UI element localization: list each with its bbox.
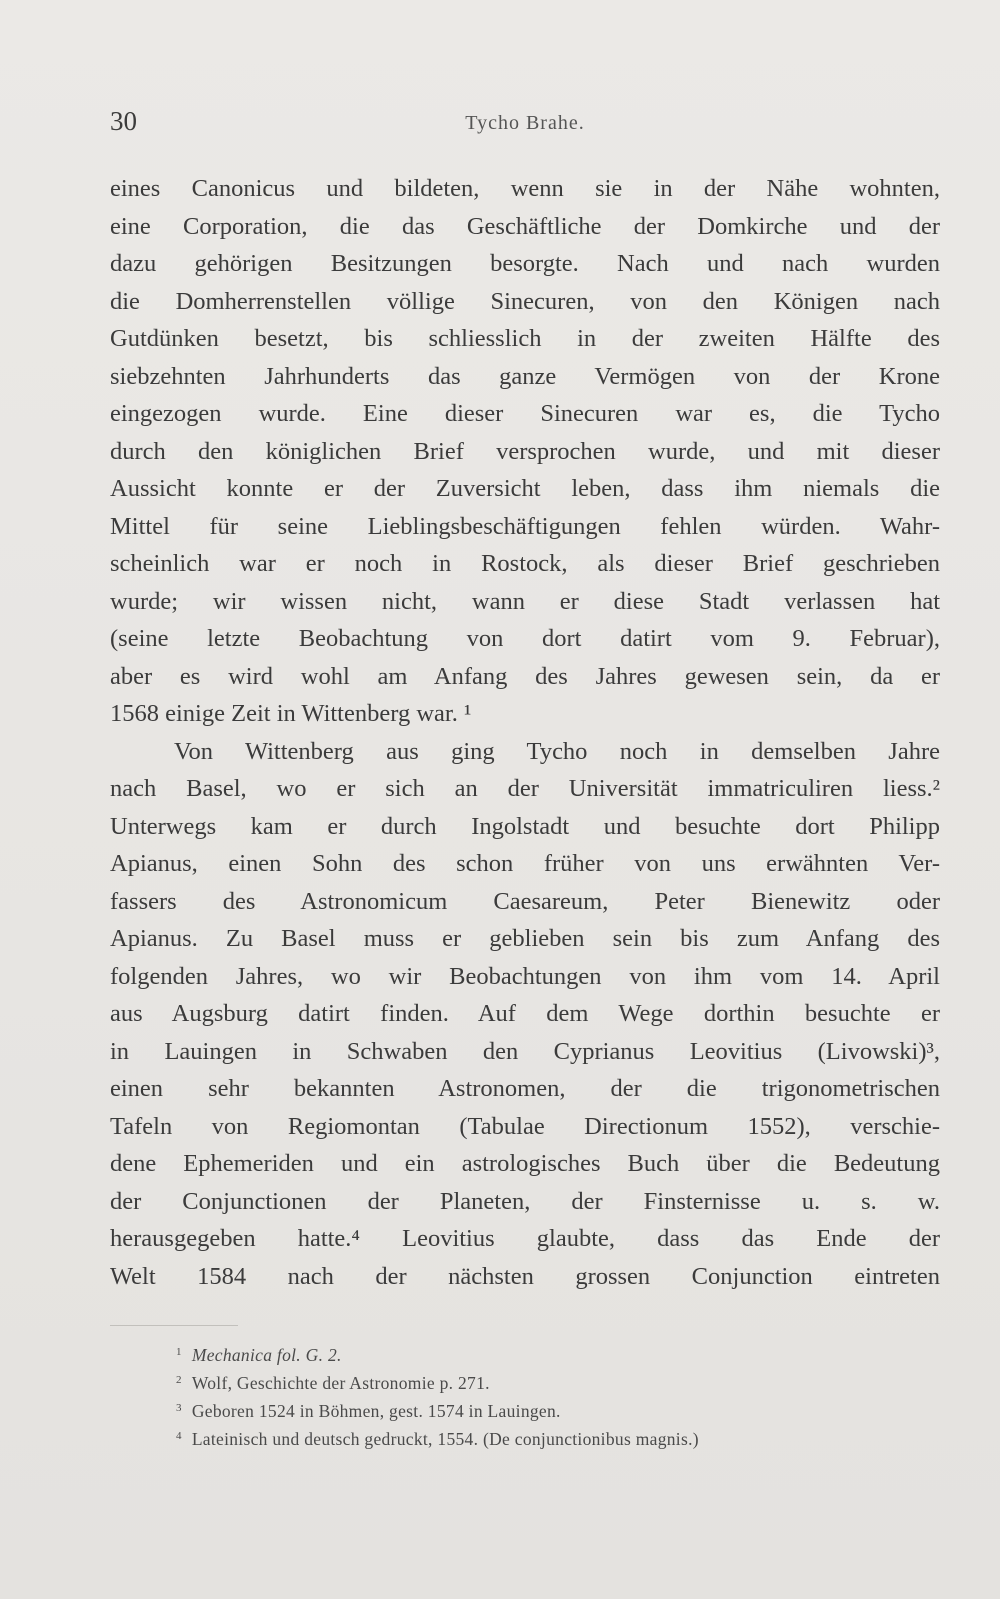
text-line: siebzehnten Jahrhunderts das ganze Vermögen von der Krone bbox=[110, 362, 940, 390]
text-line: 1568 einige Zeit in Wittenberg war. ¹ bbox=[110, 700, 472, 727]
footnote-number: 3 bbox=[176, 1402, 182, 1414]
text-line: Gutdünken besetzt, bis schliesslich in der zweiten Hälfte des bbox=[110, 325, 940, 352]
text-line: Tafeln von Regiomontan (Tabulae Directionum 1552), verschie- bbox=[110, 1112, 940, 1140]
running-head: Tycho Brahe. bbox=[465, 112, 585, 134]
body-text bbox=[110, 170, 940, 1295]
text-line: Welt 1584 nach der nächsten grossen Conjunction eintreten bbox=[110, 1262, 940, 1290]
footnote-divider bbox=[110, 1325, 238, 1326]
text-line: Mittel für seine Lieblingsbeschäftigungen fehlen würden. Wahr- bbox=[110, 512, 940, 540]
footnote bbox=[176, 1422, 936, 1450]
text-line: eine Corporation, die das Geschäftliche der Domkirche und der bbox=[110, 212, 940, 240]
text-line: aber es wird wohl am Anfang des Jahres gewesen sein, da er bbox=[110, 662, 940, 690]
footnote-number: 1 bbox=[176, 1346, 182, 1358]
text-line: scheinlich war er noch in Rostock, als dieser Brief geschrieben bbox=[110, 550, 940, 577]
footnotes bbox=[176, 1338, 936, 1450]
text-line: Apianus, einen Sohn des schon früher von uns erwähnten Ver- bbox=[110, 850, 940, 877]
footnote bbox=[176, 1338, 936, 1366]
text-line: der Conjunctionen der Planeten, der Finsternisse u. s. w. bbox=[110, 1187, 940, 1215]
footnote-text: Geboren 1524 in Böhmen, gest. 1574 in Lauingen. bbox=[191, 1401, 561, 1421]
text-line: (seine letzte Beobachtung von dort datirt vom 9. Februar), bbox=[110, 625, 940, 652]
text-line: Von Wittenberg aus ging Tycho noch in demselben Jahre bbox=[174, 737, 940, 765]
text-line: dene Ephemeriden und ein astrologisches Buch über die Bedeutung bbox=[110, 1150, 940, 1177]
page-number: 30 bbox=[110, 106, 137, 136]
text-line: Unterwegs kam er durch Ingolstadt und besuchte dort Philipp bbox=[110, 812, 940, 840]
text-line: wurde; wir wissen nicht, wann er diese Stadt verlassen hat bbox=[110, 587, 940, 615]
footnote-text: Mechanica fol. G. 2. bbox=[191, 1345, 342, 1365]
footnote-text: Lateinisch und deutsch gedruckt, 1554. (De conjunctionibus magnis.) bbox=[191, 1429, 699, 1449]
text-line: eines Canonicus und bildeten, wenn sie in der Nähe wohnten, bbox=[110, 175, 940, 202]
text-line: durch den königlichen Brief versprochen wurde, und mit dieser bbox=[110, 437, 940, 465]
text-line: dazu gehörigen Besitzungen besorgte. Nach und nach wurden bbox=[110, 250, 940, 277]
text-line: Aussicht konnte er der Zuversicht leben, dass ihm niemals die bbox=[110, 475, 940, 502]
text-line: herausgegeben hatte.⁴ Leovitius glaubte, dass das Ende der bbox=[110, 1225, 940, 1252]
text-line: eingezogen wurde. Eine dieser Sinecuren war es, die Tycho bbox=[110, 400, 940, 427]
text-line: aus Augsburg datirt finden. Auf dem Wege dorthin besuchte er bbox=[110, 1000, 940, 1027]
text-line: Apianus. Zu Basel muss er geblieben sein bis zum Anfang des bbox=[110, 925, 940, 952]
text-line: fassers des Astronomicum Caesareum, Peter Bienewitz oder bbox=[110, 887, 940, 915]
footnote-number: 2 bbox=[176, 1374, 182, 1386]
page-header bbox=[110, 106, 940, 138]
text-line: folgenden Jahres, wo wir Beobachtungen von ihm vom 14. April bbox=[110, 962, 940, 990]
text-line: einen sehr bekannten Astronomen, der die trigonometrischen bbox=[110, 1075, 940, 1102]
text-line: in Lauingen in Schwaben den Cyprianus Leovitius (Livowski)³, bbox=[110, 1037, 940, 1065]
text-line: nach Basel, wo er sich an der Universität immatriculiren liess.² bbox=[110, 775, 940, 802]
text-line: die Domherrenstellen völlige Sinecuren, von den Königen nach bbox=[110, 287, 940, 315]
footnote bbox=[176, 1394, 936, 1422]
footnote bbox=[176, 1366, 936, 1394]
footnote-text: Wolf, Geschichte der Astronomie p. 271. bbox=[191, 1373, 490, 1393]
footnote-number: 4 bbox=[176, 1430, 182, 1442]
